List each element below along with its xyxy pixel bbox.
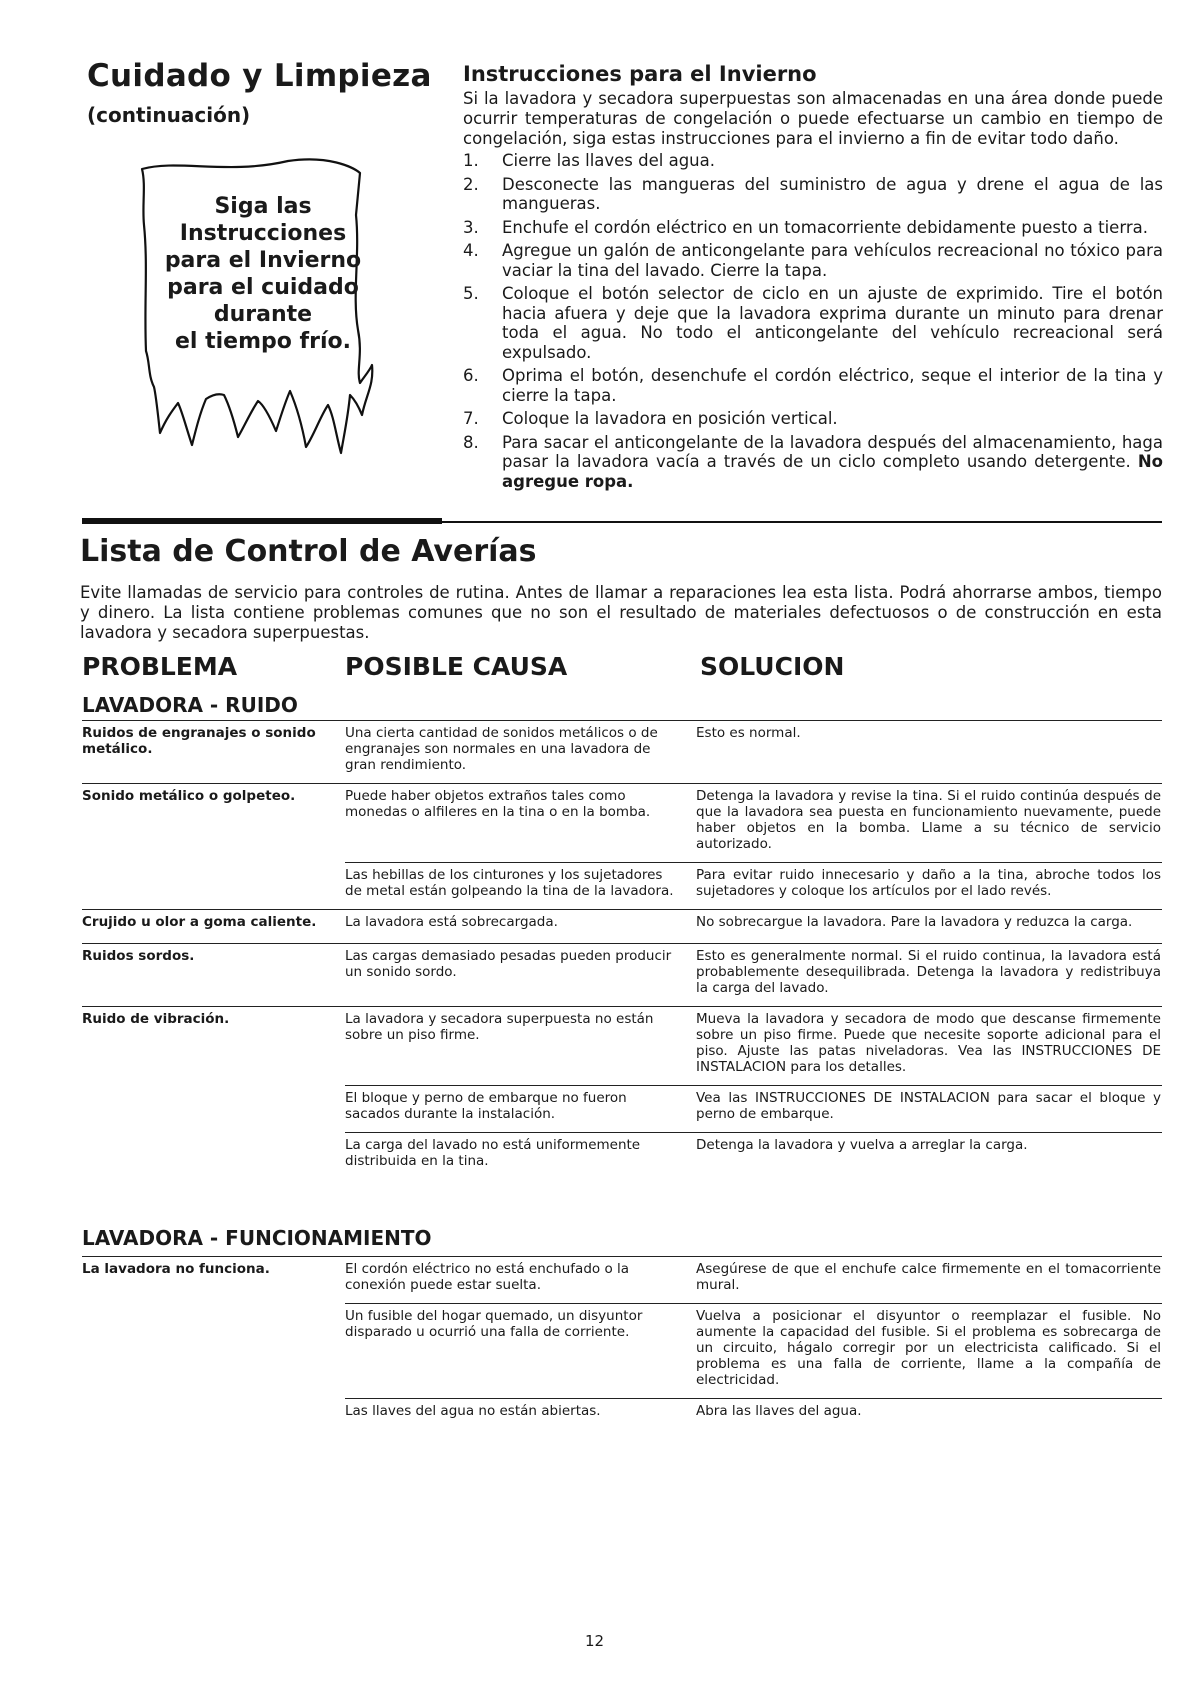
winter-step xyxy=(463,175,1163,214)
cause-solution-pair xyxy=(345,910,1162,943)
cause-cell: Una cierta cantidad de sonidos metálicos o de engranajes son normales en una lavadora de gran rendimiento. xyxy=(345,725,658,773)
troubleshooting-title: Lista de Control de Averías xyxy=(80,534,537,569)
solution-cell: Esto es generalmente normal. Si el ruido continua, la lavadora está probablemente desequilibrada. Detenga la lavadora y redistribuya la carga del lavado. xyxy=(696,948,1161,996)
winter-instructions xyxy=(463,62,1163,495)
solution-cell: Detenga la lavadora y vuelva a arreglar la carga. xyxy=(696,1137,1028,1153)
problem-cell: Ruidos de engranajes o sonido metálico. xyxy=(82,725,316,757)
section-divider-thin xyxy=(442,521,1162,523)
cause-solution-pair xyxy=(345,721,1162,783)
step-text: Oprima el botón, desenchufe el cordón eléctrico, seque el interior de la tina y cierre la tapa. xyxy=(502,366,1163,405)
winter-heading: Instrucciones para el Invierno xyxy=(463,62,817,86)
solution-cell: Vea las INSTRUCCIONES DE INSTALACION para sacar el bloque y perno de embarque. xyxy=(696,1090,1161,1122)
table-ruido xyxy=(82,720,1162,1179)
step-number: 7. xyxy=(463,409,479,428)
cause-cell: Puede haber objetos extraños tales como monedas o alfileres en la tina o en la bomba. xyxy=(345,788,651,820)
table-row xyxy=(82,720,1162,783)
step-number: 1. xyxy=(463,151,479,170)
callout-line: Siga las xyxy=(214,194,312,219)
winter-step xyxy=(463,366,1163,405)
care-title: Cuidado y Limpieza xyxy=(87,58,432,94)
table-row xyxy=(82,943,1162,1006)
step-text: Desconecte las mangueras del suministro de agua y drene el agua de las mangueras. xyxy=(502,174,1163,213)
cause-cell: El cordón eléctrico no está enchufado o la conexión puede estar suelta. xyxy=(345,1261,630,1293)
solution-cell: Asegúrese de que el enchufe calce firmemente en el tomacorriente mural. xyxy=(696,1261,1161,1293)
problem-cell: Ruido de vibración. xyxy=(82,1011,230,1027)
solution-cell: Esto es normal. xyxy=(696,725,801,741)
callout-text xyxy=(138,193,388,355)
solution-cell: Mueva la lavadora y secadora de modo que descanse firmemente sobre un piso firme. Puede que necesite soporte adicional para el piso. Ajuste las patas niveladoras. Vea las INSTRUCCIONES DE INSTALACION para los detalles. xyxy=(696,1011,1161,1075)
troubleshooting-intro: Evite llamadas de servicio para controles de rutina. Antes de llamar a reparaciones lea esta lista. Podrá ahorrarse ambos, tiempo y dinero. La lista contiene problemas comunes que no son el resultado de materiales defectuosos o de construcción en esta lavadora y secadora superpuestas. xyxy=(80,583,1162,642)
step-number: 2. xyxy=(463,174,479,194)
step-text: Para sacar el anticongelante de la lavadora después del almacenamiento, haga pasar la lavadora vacía a través de un ciclo completo usando detergente. xyxy=(502,432,1163,471)
step-number: 3. xyxy=(463,217,479,237)
table-row xyxy=(82,1256,1162,1432)
step-number: 4. xyxy=(463,241,479,260)
problem-cell: Sonido metálico o golpeteo. xyxy=(82,788,296,804)
callout-line: para el cuidado xyxy=(167,275,359,300)
cause-cell: La lavadora está sobrecargada. xyxy=(345,914,558,930)
step-number: 8. xyxy=(463,432,479,452)
icicle-callout xyxy=(138,155,388,465)
winter-step xyxy=(463,218,1163,238)
step-number: 6. xyxy=(463,366,479,385)
table-row xyxy=(82,1006,1162,1179)
cause-cell: Las cargas demasiado pesadas pueden producir un sonido sordo. xyxy=(345,948,672,980)
cause-cell: Las hebillas de los cinturones y los sujetadores de metal están golpeando la tina de la lavadora. xyxy=(345,867,674,899)
section-heading-funcionamiento: LAVADORA - FUNCIONAMIENTO xyxy=(82,1226,432,1250)
winter-intro: Si la lavadora y secadora superpuestas son almacenadas en una área donde puede ocurrir temperaturas de congelación o puede efectuarse un cambio en tiempo de congelación, siga estas instrucciones para el invierno a fin de evitar todo daño. xyxy=(463,89,1163,148)
solution-cell: Abra las llaves del agua. xyxy=(696,1403,862,1419)
cause-solution-pair xyxy=(345,944,1162,1006)
callout-line: Instrucciones xyxy=(179,221,347,246)
solution-cell: Vuelva a posicionar el disyuntor o reemplazar el fusible. No aumente la capacidad del fusible. Si el problema es sobrecarga de un circuito, hágalo corregir por un electricista calificado. Si el problema es una falla de corriente, llame a la compañía de electricidad. xyxy=(696,1308,1161,1388)
cause-cell: Un fusible del hogar quemado, un disyuntor disparado u ocurrió una falla de corriente. xyxy=(345,1308,643,1340)
problem-cell: La lavadora no funciona. xyxy=(82,1261,270,1277)
col-solucion: SOLUCION xyxy=(700,652,845,681)
winter-step xyxy=(463,151,1163,171)
cause-cell: La lavadora y secadora superpuesta no están sobre un piso firme. xyxy=(345,1011,654,1043)
step-text: Agregue un galón de anticongelante para vehículos recreacional no tóxico para vaciar la tina del lavado. Cierre la tapa. xyxy=(502,241,1163,280)
cause-solution-pair xyxy=(345,1257,1162,1303)
winter-step xyxy=(463,241,1163,280)
callout-line: durante xyxy=(213,302,313,327)
step-number: 5. xyxy=(463,284,479,303)
cause-solution-pair xyxy=(345,1007,1162,1085)
step-text: Coloque la lavadora en posición vertical. xyxy=(502,409,838,428)
winter-steps xyxy=(463,151,1163,491)
care-subtitle: (continuación) xyxy=(87,103,251,127)
solution-cell: No sobrecargue la lavadora. Pare la lavadora y reduzca la carga. xyxy=(696,914,1133,930)
step-bold-text: No agregue ropa. xyxy=(502,452,1163,491)
cause-solution-pair xyxy=(345,784,1162,862)
cause-cell: Las llaves del agua no están abiertas. xyxy=(345,1403,601,1419)
table-row xyxy=(82,783,1162,909)
callout-line: para el Invierno xyxy=(164,248,362,273)
col-problema: PROBLEMA xyxy=(82,652,238,681)
step-text: Coloque el botón selector de ciclo en un ajuste de exprimido. Tire el botón hacia afuera y deje que la lavadora exprima durante un minuto para drenar toda el agua. No todo el anticongelante del vehículo recreacional será expulsado. xyxy=(502,284,1163,362)
winter-step xyxy=(463,284,1163,362)
cause-solution-pair xyxy=(345,1303,1162,1398)
step-text: Cierre las llaves del agua. xyxy=(502,151,715,170)
callout-line: el tiempo frío. xyxy=(175,329,351,354)
table-funcionamiento xyxy=(82,1256,1162,1432)
section-heading-ruido: LAVADORA - RUIDO xyxy=(82,693,298,717)
col-posible-causa: POSIBLE CAUSA xyxy=(345,652,568,681)
cause-cell: La carga del lavado no está uniformemente distribuida en la tina. xyxy=(345,1137,641,1169)
page-number: 12 xyxy=(585,1632,605,1650)
section-divider-thick xyxy=(82,518,442,524)
problem-cell: Ruidos sordos. xyxy=(82,948,195,964)
problem-cell: Crujido u olor a goma caliente. xyxy=(82,914,317,930)
cause-solution-pair xyxy=(345,1085,1162,1132)
step-text: Enchufe el cordón eléctrico en un tomacorriente debidamente puesto a tierra. xyxy=(502,217,1148,237)
solution-cell: Para evitar ruido innecesario y daño a la tina, abroche todos los sujetadores y coloque los artículos por el lado revés. xyxy=(696,867,1161,899)
winter-step xyxy=(463,409,1163,429)
cause-solution-pair xyxy=(345,862,1162,909)
winter-step xyxy=(463,433,1163,492)
cause-solution-pair xyxy=(345,1398,1162,1432)
solution-cell: Detenga la lavadora y revise la tina. Si el ruido continúa después de que la lavadora sea puesta en funcionamiento nuevamente, puede haber objetos en la bomba. Llame a su técnico de servicio autorizado. xyxy=(696,788,1161,852)
table-row xyxy=(82,909,1162,943)
cause-solution-pair xyxy=(345,1132,1162,1179)
cause-cell: El bloque y perno de embarque no fueron sacados durante la instalación. xyxy=(345,1090,627,1122)
